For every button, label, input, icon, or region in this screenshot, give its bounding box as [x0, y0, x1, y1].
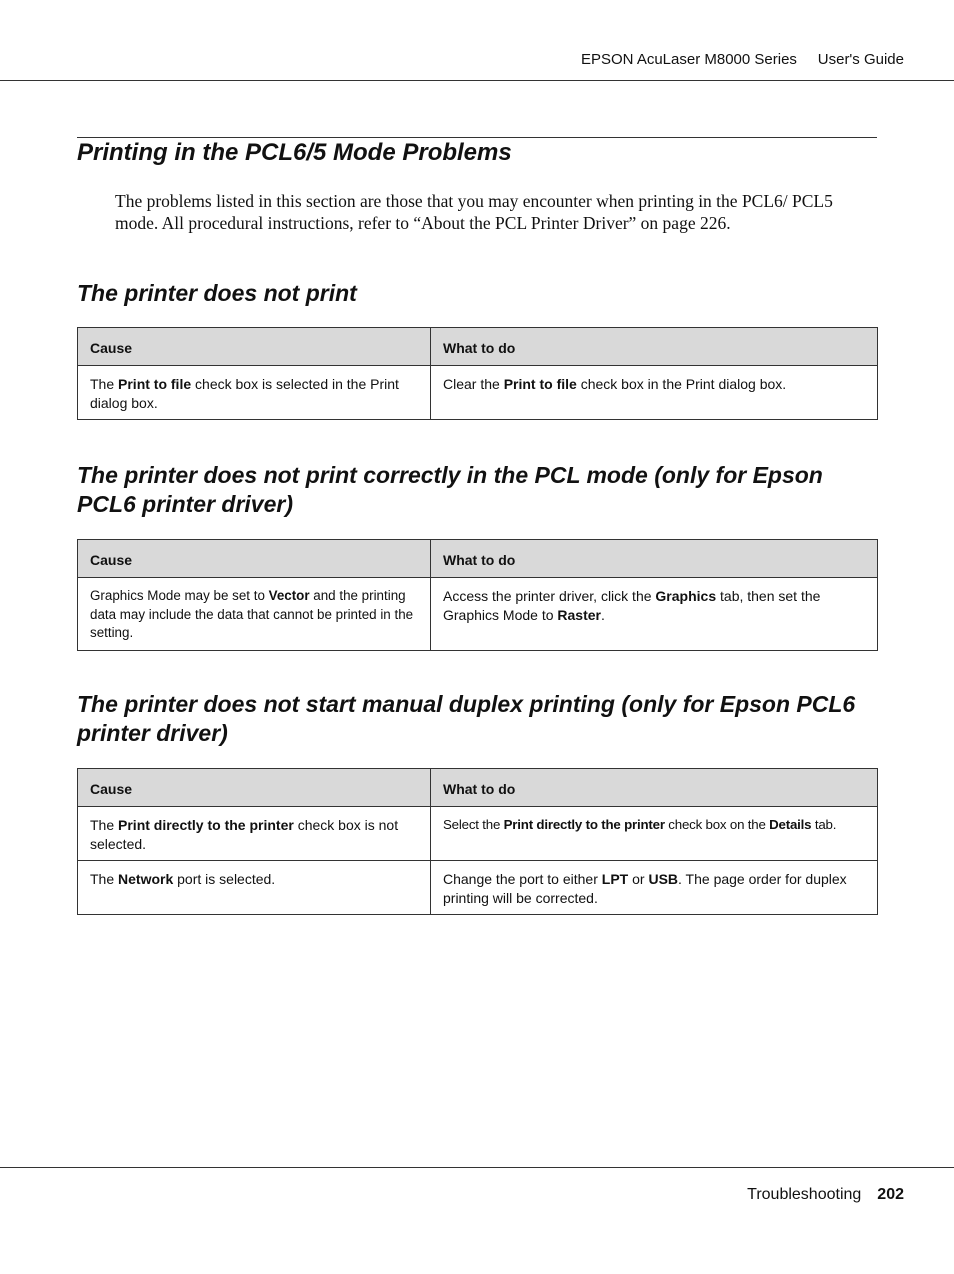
cause-cell: The Network port is selected.: [78, 861, 431, 915]
remedy-cell: Access the printer driver, click the Graphics tab, then set the Graphics Mode to Raster.: [431, 578, 878, 651]
running-header: [581, 51, 904, 68]
column-header-cause: Cause: [78, 328, 431, 366]
page-title: Printing in the PCL6/5 Mode Problems: [77, 139, 512, 166]
table-row: [78, 578, 878, 651]
column-header-what-to-do: What to do: [431, 769, 878, 807]
section-heading-not-print: The printer does not print: [77, 280, 357, 306]
section-divider: [77, 137, 877, 138]
header-product: EPSON AcuLaser M8000 Series: [580, 51, 797, 68]
cause-cell: Graphics Mode may be set to Vector and the printing data may include the data that cannot be printed in the setting.: [78, 578, 431, 651]
table-header-row: [78, 328, 878, 366]
remedy-cell: Select the Print directly to the printer check box on the Details tab.: [431, 807, 878, 861]
table-row: [78, 366, 878, 420]
header-divider: [0, 80, 954, 81]
footer-chapter: Troubleshooting: [747, 1186, 862, 1203]
section-heading-pcl-mode: The printer does not print correctly in the PCL mode (only for Epson PCL6 printer driver): [77, 462, 823, 517]
cause-cell: The Print to file check box is selected in the Print dialog box.: [78, 366, 431, 420]
troubleshooting-table-pcl-mode: [77, 539, 878, 651]
column-header-cause: Cause: [78, 769, 431, 807]
column-header-cause: Cause: [78, 540, 431, 578]
footer-divider: [0, 1167, 954, 1168]
column-header-what-to-do: What to do: [431, 540, 878, 578]
cause-cell: The Print directly to the printer check box is not selected.: [78, 807, 431, 861]
troubleshooting-table-not-print: [77, 327, 878, 420]
section-heading-manual-duplex: The printer does not start manual duplex printing (only for Epson PCL6 printer driver): [77, 691, 856, 746]
running-footer: [747, 1186, 904, 1204]
table-row: [78, 861, 878, 915]
header-guide: User's Guide: [817, 51, 904, 68]
table-header-row: [78, 540, 878, 578]
remedy-cell: Clear the Print to file check box in the Print dialog box.: [431, 366, 878, 420]
remedy-cell: Change the port to either LPT or USB. The page order for duplex printing will be corrected.: [431, 861, 878, 915]
page-number: 202: [877, 1186, 904, 1203]
intro-paragraph: The problems listed in this section are those that you may encounter when printing in the PCL6/ PCL5 mode. All procedural instructions, refer to “About the PCL Printer Driver” on page 226.: [115, 191, 833, 233]
column-header-what-to-do: What to do: [431, 328, 878, 366]
troubleshooting-table-manual-duplex: [77, 768, 878, 915]
table-row: [78, 807, 878, 861]
table-header-row: [78, 769, 878, 807]
